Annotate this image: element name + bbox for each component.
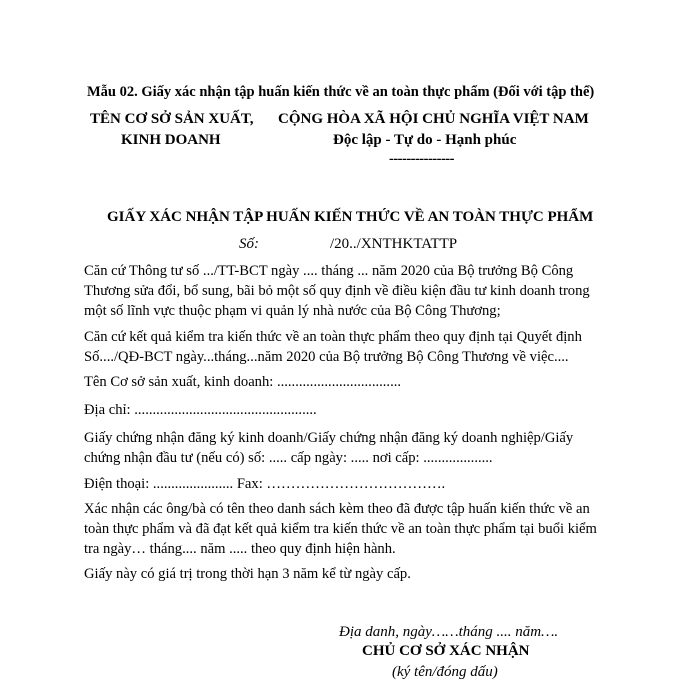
paragraph-line: chứng nhận đầu tư (nếu có) số: ..... cấp ngày: ..... nơi cấp: ................... [84,450,493,466]
paragraph-line: tra ngày… tháng.... năm ..... theo quy định hiện hành. [84,541,396,557]
national-title: CỘNG HÒA XÃ HỘI CHỦ NGHĨA VIỆT NAM [278,111,589,127]
legal-basis-paragraph-1 [84,261,604,321]
paragraph-line: một số lĩnh vực thuộc phạm vi quản lý nhà nước của Bộ Công Thương; [84,303,501,319]
business-name-label-line2: KINH DOANH [121,132,221,148]
signature-title: CHỦ CƠ SỞ XÁC NHẬN [362,643,530,659]
phone-fax-line: Điện thoại: ...................... Fax: ………………………………. [84,476,446,492]
address-line: Địa chỉ: .................................................. [84,402,317,418]
paragraph-line: Xác nhận các ông/bà có tên theo danh sách kèm theo đã được tập huấn kiến thức về an [84,501,590,517]
number-label: Số: [239,236,259,252]
header-divider: --------------- [389,151,454,167]
confirmation-paragraph [84,499,604,559]
address-field [84,400,604,420]
document-title: GIẤY XÁC NHẬN TẬP HUẤN KIẾN THỨC VỀ AN TOÀN THỰC PHẨM [107,209,594,225]
signature-note: (ký tên/đóng dấu) [392,664,498,680]
paragraph-line: toàn thực phẩm và đã đạt kết quả kiểm tra kiến thức về an toàn thực phẩm tại buổi kiểm [84,521,597,537]
signature-place-date: Địa danh, ngày……tháng .... năm…. [339,624,559,640]
validity-line: Giấy này có giá trị trong thời hạn 3 năm kể từ ngày cấp. [84,566,411,582]
business-name-line: Tên Cơ sở sản xuất, kinh doanh: .................................. [84,374,402,390]
paragraph-line: Thương sửa đổi, bổ sung, bãi bỏ một số quy định về điều kiện đầu tư kinh doanh trong [84,283,590,299]
phone-fax-field [84,474,604,494]
legal-basis-paragraph-2 [84,327,604,367]
business-name-field [84,372,604,392]
business-name-label-line1: TÊN CƠ SỞ SẢN XUẤT, [90,111,254,127]
paragraph-line: Số..../QĐ-BCT ngày...tháng...năm 2020 của Bộ trưởng Bộ Công Thương về việc.... [84,349,569,365]
national-motto: Độc lập - Tự do - Hạnh phúc [333,132,517,148]
paragraph-line: Căn cứ Thông tư số .../TT-BCT ngày .... tháng ... năm 2020 của Bộ trưởng Bộ Công [84,263,574,279]
form-heading: Mẫu 02. Giấy xác nhận tập huấn kiến thức về an toàn thực phẩm (Đối với tập thể) [87,84,595,100]
number-value: /20../XNTHKTATTP [330,236,458,252]
paragraph-line: Căn cứ kết quả kiểm tra kiến thức về an toàn thực phẩm theo quy định tại Quyết định [84,329,582,345]
registration-certificate-field [84,428,604,468]
validity-statement [84,564,604,584]
paragraph-line: Giấy chứng nhận đăng ký kinh doanh/Giấy chứng nhận đăng ký doanh nghiệp/Giấy [84,430,574,446]
